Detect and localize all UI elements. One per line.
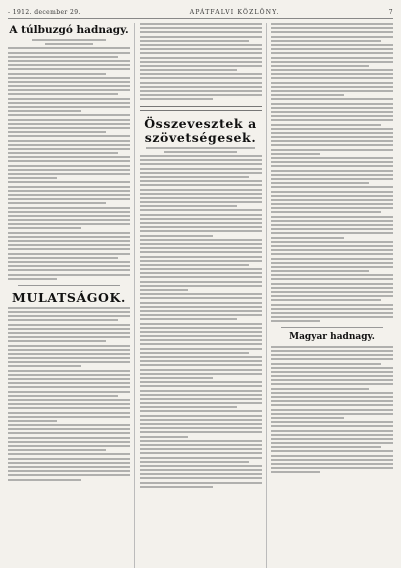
- column-1: [8, 23, 130, 568]
- text-block: [140, 23, 262, 100]
- column-3: [271, 23, 393, 568]
- text-block: [8, 307, 130, 481]
- text-block: [8, 39, 130, 280]
- columns: [8, 23, 393, 568]
- text-block: [271, 346, 393, 474]
- headline-magyar-hadnagy: Magyar hadnagy.: [289, 332, 375, 343]
- page-number: 7: [388, 9, 393, 16]
- headline-osszevesztek: Összevesztek a szövetségesek.: [144, 116, 257, 145]
- column-rule: [266, 23, 267, 568]
- masthead-title: APÁTFALVI KÖZLÖNY.: [189, 9, 280, 16]
- text-block: [140, 147, 262, 488]
- column-rule: [134, 23, 135, 568]
- headline-mulatsagok: MULATSÁGOK.: [12, 289, 126, 305]
- column-2: [140, 23, 262, 568]
- masthead-date: - 1912. december 29.: [8, 9, 81, 16]
- masthead: [8, 6, 393, 19]
- text-block: [271, 23, 393, 322]
- headline-tulbuzgo-hadnagy: A túlbuzgó hadnagy.: [9, 24, 129, 36]
